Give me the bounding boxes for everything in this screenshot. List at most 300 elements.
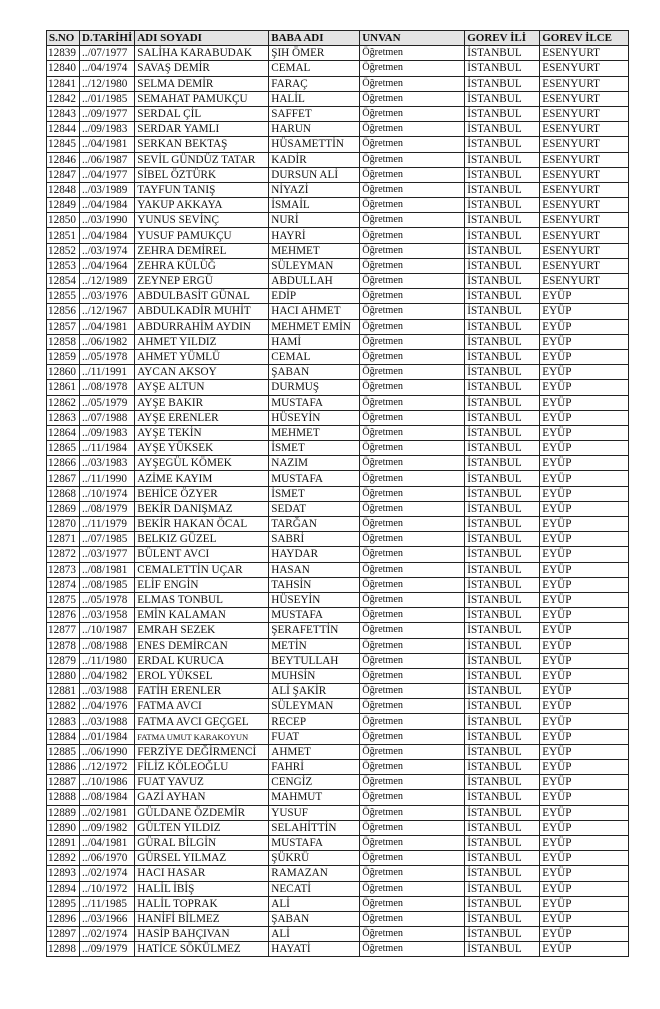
cell-full-name: ZEHRA DEMİREL bbox=[135, 243, 269, 258]
cell-province: İSTANBUL bbox=[465, 167, 540, 182]
cell-father-name: MEHMET bbox=[269, 425, 360, 440]
cell-father-name: NAZIM bbox=[269, 456, 360, 471]
cell-district: EYÜP bbox=[540, 319, 629, 334]
cell-full-name: HALİL İBİŞ bbox=[135, 881, 269, 896]
cell-district: ESENYURT bbox=[540, 122, 629, 137]
cell-father-name: ŞÜKRÜ bbox=[269, 851, 360, 866]
cell-sno: 12846 bbox=[47, 152, 80, 167]
cell-title: Öğretmen bbox=[360, 471, 465, 486]
cell-full-name: FATMA UMUT KARAKOYUN bbox=[135, 729, 269, 744]
cell-district: EYÜP bbox=[540, 744, 629, 759]
table-row bbox=[47, 729, 629, 744]
cell-title: Öğretmen bbox=[360, 760, 465, 775]
table-row bbox=[47, 820, 629, 835]
table-row bbox=[47, 243, 629, 258]
cell-district: EYÜP bbox=[540, 699, 629, 714]
table-row bbox=[47, 152, 629, 167]
cell-title: Öğretmen bbox=[360, 881, 465, 896]
cell-district: EYÜP bbox=[540, 820, 629, 835]
cell-full-name: AHMET YÜMLÜ bbox=[135, 349, 269, 364]
cell-sno: 12870 bbox=[47, 517, 80, 532]
cell-sno: 12856 bbox=[47, 304, 80, 319]
cell-full-name: FERZİYE DEĞİRMENCİ bbox=[135, 744, 269, 759]
cell-birth-date: ../11/1984 bbox=[80, 441, 135, 456]
cell-birth-date: ../03/1966 bbox=[80, 911, 135, 926]
cell-birth-date: ../04/1984 bbox=[80, 198, 135, 213]
cell-province: İSTANBUL bbox=[465, 349, 540, 364]
cell-province: İSTANBUL bbox=[465, 835, 540, 850]
cell-province: İSTANBUL bbox=[465, 608, 540, 623]
cell-province: İSTANBUL bbox=[465, 319, 540, 334]
cell-province: İSTANBUL bbox=[465, 668, 540, 683]
cell-title: Öğretmen bbox=[360, 820, 465, 835]
cell-birth-date: ../08/1979 bbox=[80, 501, 135, 516]
table-row bbox=[47, 137, 629, 152]
cell-title: Öğretmen bbox=[360, 547, 465, 562]
cell-sno: 12872 bbox=[47, 547, 80, 562]
cell-birth-date: ../03/1976 bbox=[80, 289, 135, 304]
cell-father-name: NURİ bbox=[269, 213, 360, 228]
cell-father-name: ALİ bbox=[269, 896, 360, 911]
cell-title: Öğretmen bbox=[360, 486, 465, 501]
cell-birth-date: ../11/1985 bbox=[80, 896, 135, 911]
table-row bbox=[47, 562, 629, 577]
cell-birth-date: ../08/1985 bbox=[80, 577, 135, 592]
cell-full-name: BEKİR HAKAN ÖCAL bbox=[135, 517, 269, 532]
cell-title: Öğretmen bbox=[360, 395, 465, 410]
cell-sno: 12865 bbox=[47, 441, 80, 456]
cell-province: İSTANBUL bbox=[465, 532, 540, 547]
cell-district: EYÜP bbox=[540, 532, 629, 547]
table-row bbox=[47, 623, 629, 638]
cell-title: Öğretmen bbox=[360, 152, 465, 167]
cell-province: İSTANBUL bbox=[465, 577, 540, 592]
cell-province: İSTANBUL bbox=[465, 334, 540, 349]
cell-district: EYÜP bbox=[540, 684, 629, 699]
cell-birth-date: ../12/1980 bbox=[80, 76, 135, 91]
cell-father-name: SELAHİTTİN bbox=[269, 820, 360, 835]
cell-sno: 12876 bbox=[47, 608, 80, 623]
cell-district: EYÜP bbox=[540, 911, 629, 926]
cell-father-name: KADİR bbox=[269, 152, 360, 167]
table-row bbox=[47, 441, 629, 456]
cell-district: EYÜP bbox=[540, 486, 629, 501]
cell-birth-date: ../10/1987 bbox=[80, 623, 135, 638]
cell-title: Öğretmen bbox=[360, 805, 465, 820]
cell-father-name: MUSTAFA bbox=[269, 835, 360, 850]
cell-father-name: RECEP bbox=[269, 714, 360, 729]
cell-sno: 12855 bbox=[47, 289, 80, 304]
table-row bbox=[47, 547, 629, 562]
cell-father-name: FARAÇ bbox=[269, 76, 360, 91]
cell-title: Öğretmen bbox=[360, 744, 465, 759]
cell-district: EYÜP bbox=[540, 942, 629, 957]
cell-birth-date: ../09/1982 bbox=[80, 820, 135, 835]
cell-birth-date: ../03/1989 bbox=[80, 182, 135, 197]
cell-full-name: GÜRSEL YILMAZ bbox=[135, 851, 269, 866]
cell-birth-date: ../08/1978 bbox=[80, 380, 135, 395]
cell-father-name: SEDAT bbox=[269, 501, 360, 516]
header-province: GOREV İLİ bbox=[465, 31, 540, 46]
cell-full-name: ABDULBASİT GÜNAL bbox=[135, 289, 269, 304]
cell-sno: 12851 bbox=[47, 228, 80, 243]
cell-district: ESENYURT bbox=[540, 61, 629, 76]
cell-district: ESENYURT bbox=[540, 228, 629, 243]
cell-father-name: ŞABAN bbox=[269, 911, 360, 926]
table-row bbox=[47, 760, 629, 775]
cell-district: ESENYURT bbox=[540, 167, 629, 182]
cell-sno: 12874 bbox=[47, 577, 80, 592]
cell-title: Öğretmen bbox=[360, 532, 465, 547]
cell-birth-date: ../11/1979 bbox=[80, 517, 135, 532]
cell-sno: 12853 bbox=[47, 258, 80, 273]
cell-province: İSTANBUL bbox=[465, 213, 540, 228]
cell-sno: 12884 bbox=[47, 729, 80, 744]
cell-title: Öğretmen bbox=[360, 319, 465, 334]
cell-birth-date: ../07/1977 bbox=[80, 46, 135, 61]
cell-province: İSTANBUL bbox=[465, 365, 540, 380]
cell-district: EYÜP bbox=[540, 851, 629, 866]
cell-province: İSTANBUL bbox=[465, 729, 540, 744]
cell-district: EYÜP bbox=[540, 623, 629, 638]
cell-sno: 12862 bbox=[47, 395, 80, 410]
cell-father-name: CENGİZ bbox=[269, 775, 360, 790]
cell-full-name: YUSUF PAMUKÇU bbox=[135, 228, 269, 243]
cell-province: İSTANBUL bbox=[465, 623, 540, 638]
cell-district: ESENYURT bbox=[540, 106, 629, 121]
cell-full-name: GÜLDANE ÖZDEMİR bbox=[135, 805, 269, 820]
table-row bbox=[47, 456, 629, 471]
cell-sno: 12896 bbox=[47, 911, 80, 926]
cell-district: EYÜP bbox=[540, 334, 629, 349]
cell-birth-date: ../02/1981 bbox=[80, 805, 135, 820]
cell-title: Öğretmen bbox=[360, 425, 465, 440]
cell-province: İSTANBUL bbox=[465, 106, 540, 121]
cell-sno: 12839 bbox=[47, 46, 80, 61]
cell-title: Öğretmen bbox=[360, 182, 465, 197]
cell-birth-date: ../03/1988 bbox=[80, 714, 135, 729]
cell-birth-date: ../10/1986 bbox=[80, 775, 135, 790]
cell-birth-date: ../04/1977 bbox=[80, 167, 135, 182]
cell-full-name: FATİH ERENLER bbox=[135, 684, 269, 699]
cell-province: İSTANBUL bbox=[465, 289, 540, 304]
cell-sno: 12878 bbox=[47, 638, 80, 653]
cell-birth-date: ../07/1985 bbox=[80, 532, 135, 547]
cell-father-name: HÜSEYİN bbox=[269, 410, 360, 425]
cell-district: ESENYURT bbox=[540, 76, 629, 91]
cell-province: İSTANBUL bbox=[465, 258, 540, 273]
header-district: GOREV İLCE bbox=[540, 31, 629, 46]
cell-sno: 12887 bbox=[47, 775, 80, 790]
cell-sno: 12850 bbox=[47, 213, 80, 228]
cell-title: Öğretmen bbox=[360, 653, 465, 668]
cell-full-name: EROL YÜKSEL bbox=[135, 668, 269, 683]
cell-title: Öğretmen bbox=[360, 365, 465, 380]
cell-district: EYÜP bbox=[540, 410, 629, 425]
cell-birth-date: ../05/1978 bbox=[80, 592, 135, 607]
cell-title: Öğretmen bbox=[360, 213, 465, 228]
cell-father-name: RAMAZAN bbox=[269, 866, 360, 881]
cell-province: İSTANBUL bbox=[465, 517, 540, 532]
cell-father-name: MUSTAFA bbox=[269, 395, 360, 410]
cell-title: Öğretmen bbox=[360, 623, 465, 638]
cell-full-name: YAKUP AKKAYA bbox=[135, 198, 269, 213]
cell-province: İSTANBUL bbox=[465, 46, 540, 61]
cell-title: Öğretmen bbox=[360, 927, 465, 942]
cell-province: İSTANBUL bbox=[465, 198, 540, 213]
cell-full-name: SERDAR YAMLI bbox=[135, 122, 269, 137]
table-row bbox=[47, 577, 629, 592]
cell-full-name: ELMAS TONBUL bbox=[135, 592, 269, 607]
cell-birth-date: ../02/1974 bbox=[80, 866, 135, 881]
cell-sno: 12845 bbox=[47, 137, 80, 152]
cell-province: İSTANBUL bbox=[465, 562, 540, 577]
cell-father-name: ŞERAFETTİN bbox=[269, 623, 360, 638]
cell-province: İSTANBUL bbox=[465, 638, 540, 653]
table-row bbox=[47, 714, 629, 729]
cell-birth-date: ../08/1984 bbox=[80, 790, 135, 805]
cell-district: ESENYURT bbox=[540, 91, 629, 106]
cell-birth-date: ../04/1981 bbox=[80, 835, 135, 850]
cell-district: EYÜP bbox=[540, 456, 629, 471]
cell-district: ESENYURT bbox=[540, 258, 629, 273]
cell-father-name: MUSTAFA bbox=[269, 471, 360, 486]
cell-father-name: ALİ bbox=[269, 927, 360, 942]
cell-province: İSTANBUL bbox=[465, 820, 540, 835]
cell-full-name: SELMA DEMİR bbox=[135, 76, 269, 91]
cell-sno: 12849 bbox=[47, 198, 80, 213]
cell-birth-date: ../06/1987 bbox=[80, 152, 135, 167]
cell-province: İSTANBUL bbox=[465, 699, 540, 714]
cell-birth-date: ../09/1979 bbox=[80, 942, 135, 957]
cell-province: İSTANBUL bbox=[465, 942, 540, 957]
cell-father-name: İSMAİL bbox=[269, 198, 360, 213]
cell-title: Öğretmen bbox=[360, 258, 465, 273]
cell-district: EYÜP bbox=[540, 668, 629, 683]
cell-sno: 12889 bbox=[47, 805, 80, 820]
cell-title: Öğretmen bbox=[360, 304, 465, 319]
cell-father-name: HAYRİ bbox=[269, 228, 360, 243]
table-row bbox=[47, 653, 629, 668]
cell-full-name: EMİN KALAMAN bbox=[135, 608, 269, 623]
cell-title: Öğretmen bbox=[360, 851, 465, 866]
cell-sno: 12863 bbox=[47, 410, 80, 425]
table-row bbox=[47, 866, 629, 881]
cell-full-name: SALİHA KARABUDAK bbox=[135, 46, 269, 61]
cell-sno: 12873 bbox=[47, 562, 80, 577]
cell-district: EYÜP bbox=[540, 592, 629, 607]
cell-full-name: AYŞE ERENLER bbox=[135, 410, 269, 425]
cell-title: Öğretmen bbox=[360, 608, 465, 623]
cell-father-name: BEYTULLAH bbox=[269, 653, 360, 668]
cell-province: İSTANBUL bbox=[465, 137, 540, 152]
cell-full-name: SİBEL ÖZTÜRK bbox=[135, 167, 269, 182]
cell-province: İSTANBUL bbox=[465, 380, 540, 395]
table-row bbox=[47, 122, 629, 137]
cell-birth-date: ../04/1981 bbox=[80, 319, 135, 334]
cell-province: İSTANBUL bbox=[465, 456, 540, 471]
cell-sno: 12864 bbox=[47, 425, 80, 440]
cell-father-name: ABDULLAH bbox=[269, 274, 360, 289]
cell-province: İSTANBUL bbox=[465, 471, 540, 486]
cell-sno: 12844 bbox=[47, 122, 80, 137]
cell-province: İSTANBUL bbox=[465, 851, 540, 866]
cell-district: EYÜP bbox=[540, 547, 629, 562]
cell-father-name: MEHMET EMİN bbox=[269, 319, 360, 334]
table-row bbox=[47, 517, 629, 532]
cell-father-name: NİYAZİ bbox=[269, 182, 360, 197]
cell-birth-date: ../07/1988 bbox=[80, 410, 135, 425]
cell-sno: 12867 bbox=[47, 471, 80, 486]
cell-father-name: MUSTAFA bbox=[269, 608, 360, 623]
cell-sno: 12877 bbox=[47, 623, 80, 638]
cell-province: İSTANBUL bbox=[465, 501, 540, 516]
table-row bbox=[47, 289, 629, 304]
cell-province: İSTANBUL bbox=[465, 775, 540, 790]
cell-sno: 12882 bbox=[47, 699, 80, 714]
cell-birth-date: ../04/1974 bbox=[80, 61, 135, 76]
cell-full-name: BEKİR DANIŞMAZ bbox=[135, 501, 269, 516]
table-row bbox=[47, 61, 629, 76]
table-row bbox=[47, 349, 629, 364]
cell-full-name: SEVİL GÜNDÜZ TATAR bbox=[135, 152, 269, 167]
cell-full-name: BELKIZ GÜZEL bbox=[135, 532, 269, 547]
cell-full-name: HALİL TOPRAK bbox=[135, 896, 269, 911]
cell-province: İSTANBUL bbox=[465, 911, 540, 926]
cell-title: Öğretmen bbox=[360, 122, 465, 137]
cell-sno: 12894 bbox=[47, 881, 80, 896]
cell-father-name: FUAT bbox=[269, 729, 360, 744]
cell-full-name: ZEYNEP ERGÜ bbox=[135, 274, 269, 289]
cell-birth-date: ../06/1970 bbox=[80, 851, 135, 866]
cell-province: İSTANBUL bbox=[465, 760, 540, 775]
cell-district: EYÜP bbox=[540, 775, 629, 790]
cell-sno: 12885 bbox=[47, 744, 80, 759]
cell-full-name: AYŞE ALTUN bbox=[135, 380, 269, 395]
header-birth-date: D.TARİHİ bbox=[80, 31, 135, 46]
cell-full-name: AYŞE BAKIR bbox=[135, 395, 269, 410]
cell-district: EYÜP bbox=[540, 729, 629, 744]
cell-province: İSTANBUL bbox=[465, 410, 540, 425]
cell-full-name: AYŞE YÜKSEK bbox=[135, 441, 269, 456]
cell-title: Öğretmen bbox=[360, 592, 465, 607]
cell-district: ESENYURT bbox=[540, 274, 629, 289]
cell-title: Öğretmen bbox=[360, 699, 465, 714]
cell-sno: 12879 bbox=[47, 653, 80, 668]
cell-full-name: CEMALETTİN UÇAR bbox=[135, 562, 269, 577]
cell-title: Öğretmen bbox=[360, 684, 465, 699]
cell-district: EYÜP bbox=[540, 365, 629, 380]
cell-father-name: İSMET bbox=[269, 441, 360, 456]
cell-birth-date: ../03/1958 bbox=[80, 608, 135, 623]
cell-title: Öğretmen bbox=[360, 334, 465, 349]
cell-sno: 12842 bbox=[47, 91, 80, 106]
header-father-name: BABA ADI bbox=[269, 31, 360, 46]
cell-district: EYÜP bbox=[540, 881, 629, 896]
cell-father-name: HACI AHMET bbox=[269, 304, 360, 319]
cell-title: Öğretmen bbox=[360, 61, 465, 76]
cell-province: İSTANBUL bbox=[465, 304, 540, 319]
cell-district: EYÜP bbox=[540, 425, 629, 440]
cell-title: Öğretmen bbox=[360, 896, 465, 911]
personnel-table bbox=[46, 30, 629, 957]
cell-district: EYÜP bbox=[540, 441, 629, 456]
cell-title: Öğretmen bbox=[360, 501, 465, 516]
cell-birth-date: ../11/1991 bbox=[80, 365, 135, 380]
header-title: UNVAN bbox=[360, 31, 465, 46]
cell-father-name: SABRİ bbox=[269, 532, 360, 547]
cell-father-name: DURSUN ALİ bbox=[269, 167, 360, 182]
cell-title: Öğretmen bbox=[360, 562, 465, 577]
cell-sno: 12866 bbox=[47, 456, 80, 471]
table-row bbox=[47, 274, 629, 289]
cell-district: EYÜP bbox=[540, 653, 629, 668]
cell-district: EYÜP bbox=[540, 760, 629, 775]
cell-father-name: DURMUŞ bbox=[269, 380, 360, 395]
cell-province: İSTANBUL bbox=[465, 881, 540, 896]
cell-province: İSTANBUL bbox=[465, 653, 540, 668]
cell-province: İSTANBUL bbox=[465, 76, 540, 91]
cell-full-name: SERKAN BEKTAŞ bbox=[135, 137, 269, 152]
cell-father-name: YUSUF bbox=[269, 805, 360, 820]
cell-father-name: ALİ ŞAKİR bbox=[269, 684, 360, 699]
cell-birth-date: ../12/1989 bbox=[80, 274, 135, 289]
cell-birth-date: ../10/1974 bbox=[80, 486, 135, 501]
cell-father-name: HAYDAR bbox=[269, 547, 360, 562]
cell-district: EYÜP bbox=[540, 714, 629, 729]
cell-title: Öğretmen bbox=[360, 106, 465, 121]
cell-province: İSTANBUL bbox=[465, 122, 540, 137]
table-row bbox=[47, 471, 629, 486]
cell-title: Öğretmen bbox=[360, 911, 465, 926]
cell-province: İSTANBUL bbox=[465, 243, 540, 258]
cell-full-name: ABDURRAHİM AYDIN bbox=[135, 319, 269, 334]
cell-title: Öğretmen bbox=[360, 866, 465, 881]
cell-province: İSTANBUL bbox=[465, 91, 540, 106]
cell-birth-date: ../03/1983 bbox=[80, 456, 135, 471]
cell-father-name: FAHRİ bbox=[269, 760, 360, 775]
cell-province: İSTANBUL bbox=[465, 547, 540, 562]
table-row bbox=[47, 106, 629, 121]
cell-district: EYÜP bbox=[540, 608, 629, 623]
cell-district: ESENYURT bbox=[540, 198, 629, 213]
cell-father-name: ŞIH ÖMER bbox=[269, 46, 360, 61]
cell-sno: 12859 bbox=[47, 349, 80, 364]
cell-full-name: AYCAN AKSOY bbox=[135, 365, 269, 380]
cell-father-name: AHMET bbox=[269, 744, 360, 759]
cell-full-name: TAYFUN TANIŞ bbox=[135, 182, 269, 197]
cell-province: İSTANBUL bbox=[465, 805, 540, 820]
table-row bbox=[47, 896, 629, 911]
cell-title: Öğretmen bbox=[360, 228, 465, 243]
cell-district: ESENYURT bbox=[540, 152, 629, 167]
cell-title: Öğretmen bbox=[360, 349, 465, 364]
cell-district: EYÜP bbox=[540, 395, 629, 410]
cell-full-name: FUAT YAVUZ bbox=[135, 775, 269, 790]
cell-district: EYÜP bbox=[540, 866, 629, 881]
cell-full-name: YUNUS SEVİNÇ bbox=[135, 213, 269, 228]
cell-sno: 12890 bbox=[47, 820, 80, 835]
cell-title: Öğretmen bbox=[360, 46, 465, 61]
cell-province: İSTANBUL bbox=[465, 790, 540, 805]
header-sno: S.NO bbox=[47, 31, 80, 46]
cell-sno: 12895 bbox=[47, 896, 80, 911]
table-row bbox=[47, 638, 629, 653]
cell-province: İSTANBUL bbox=[465, 395, 540, 410]
cell-province: İSTANBUL bbox=[465, 714, 540, 729]
cell-sno: 12861 bbox=[47, 380, 80, 395]
cell-district: EYÜP bbox=[540, 501, 629, 516]
